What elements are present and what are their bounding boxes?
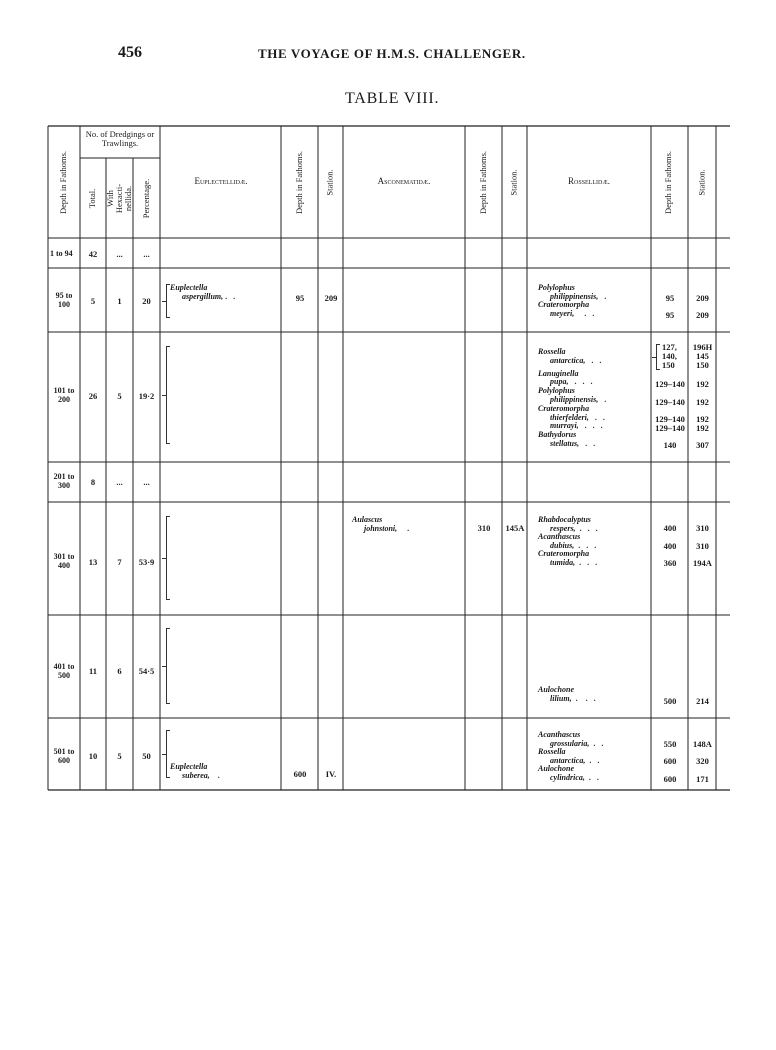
station-value: 194A <box>693 558 712 568</box>
station-value: 192 <box>696 397 709 407</box>
header-station-3: Station. <box>696 168 707 196</box>
station-value: 209 <box>324 293 338 303</box>
row-depth-range: 401 to 500 <box>53 662 75 680</box>
brace <box>166 516 167 600</box>
running-head: THE VOYAGE OF H.M.S. CHALLENGER. <box>258 46 526 61</box>
depth-value: 600 <box>293 769 307 779</box>
depth-value: 360 <box>663 558 677 568</box>
row-percentage: 19·2 <box>138 391 155 401</box>
brace <box>166 284 167 318</box>
row-with-hex: 7 <box>117 557 122 567</box>
row-with-hex: 6 <box>117 666 122 676</box>
header-rossellidae: Rossellidæ. <box>568 176 610 186</box>
station-value: 148A <box>693 739 712 749</box>
depth-value: 140 <box>663 440 677 450</box>
station-value: 320 <box>696 756 709 766</box>
depth-value: 129–140 <box>655 423 685 433</box>
header-asconematidae: Asconematidæ. <box>377 176 431 186</box>
row-depth-range: 101 to 200 <box>53 386 75 404</box>
row-percentage: ... <box>143 477 150 487</box>
species-entry: Aulochone lilium, . . . <box>538 685 596 703</box>
header-depth-fathoms-2: Depth in Fathoms. <box>294 150 305 214</box>
brace <box>166 346 167 444</box>
brace <box>166 628 167 704</box>
species-entry: Euplectella aspergillum, . . <box>170 283 236 301</box>
species-entry: Rhabdocalyptus respers, . . . Acanthascus dubius, . . . Crateromorpha tumida, . . . <box>538 515 598 567</box>
row-depth-range: 301 to 400 <box>53 552 75 570</box>
depth-value: 400 <box>663 523 677 533</box>
header-depth-fathoms-3: Depth in Fathoms. <box>478 150 489 214</box>
station-value: 171 <box>696 774 709 784</box>
station-value: 192 <box>696 379 709 389</box>
depth-value: 600 <box>663 756 677 766</box>
header-euplectellidae: Euplectellidæ. <box>194 176 248 186</box>
row-depth-range: 201 to 300 <box>53 472 75 490</box>
row-percentage: 50 <box>142 751 151 761</box>
species-entry: Polylophus philippinensis, . Crateromorpha meyeri, . . <box>538 283 607 318</box>
row-percentage: 20 <box>142 296 151 306</box>
row-percentage: 54·5 <box>138 666 155 676</box>
row-percentage: 53·9 <box>138 557 155 567</box>
depth-value: 129–140 <box>655 414 685 424</box>
row-depth-range: 95 to 100 <box>55 291 73 309</box>
station-value: 310 <box>696 541 709 551</box>
station-value-group: 196H 145 150 <box>692 342 713 370</box>
header-station-2: Station. <box>508 168 519 196</box>
row-total: 26 <box>88 391 98 401</box>
row-percentage: ... <box>143 249 150 259</box>
header-station: Station. <box>324 168 335 196</box>
station-value: 209 <box>696 293 709 303</box>
row-total: 8 <box>90 477 96 487</box>
brace <box>656 344 657 370</box>
header-dredgings: No. of Dredgings or Trawlings. <box>85 129 155 148</box>
depth-value: 500 <box>663 696 677 706</box>
row-total: 10 <box>88 751 98 761</box>
depth-value: 310 <box>477 523 491 533</box>
row-with-hex: 1 <box>117 296 122 306</box>
depth-value: 550 <box>663 739 677 749</box>
station-value: 192 <box>696 414 709 424</box>
species-entry: Euplectella suberea, . <box>170 762 220 780</box>
header-total: Total. <box>87 188 98 208</box>
header-depth-fathoms: Depth in Fathoms. <box>58 150 69 214</box>
header-depth-fathoms-4: Depth in Fathoms. <box>663 150 674 214</box>
station-value: 310 <box>696 523 709 533</box>
station-value: 192 <box>696 423 709 433</box>
species-entry: Rossella antarctica, . . Lanuginella pupa, . . . Polylophus philippinensis, . Crateromorpha thierfelderi, . . murrayi, . . . Bathydorus stellatus, . . <box>538 347 607 448</box>
table-title: TABLE VIII. <box>345 90 440 107</box>
depth-value: 129–140 <box>655 397 685 407</box>
row-total: 5 <box>90 296 96 306</box>
depth-value: 95 <box>665 310 675 320</box>
header-percentage: Percentage. <box>141 178 152 218</box>
row-with-hex: 5 <box>117 391 122 401</box>
page-number: 456 <box>118 44 142 61</box>
row-with-hex: 5 <box>117 751 122 761</box>
species-entry: Acanthascus grossularia, . . Rossella antarctica, . . Aulochone cylindrica, . . <box>538 730 604 782</box>
row-with-hex: ... <box>116 249 123 259</box>
row-total: 42 <box>88 249 98 259</box>
station-value: IV. <box>325 769 337 779</box>
depth-value: 95 <box>665 293 675 303</box>
station-value: 145A <box>505 523 525 533</box>
station-value: 214 <box>696 696 709 706</box>
brace <box>166 730 167 778</box>
row-with-hex: ... <box>116 477 123 487</box>
station-value: 209 <box>696 310 709 320</box>
depth-value: 95 <box>295 293 305 303</box>
species-entry: Aulascus johnstoni, . <box>352 515 410 533</box>
depth-value: 400 <box>663 541 677 551</box>
row-depth-range: 501 to 600 <box>53 747 75 765</box>
depth-value: 129–140 <box>655 379 685 389</box>
row-depth-range: 1 to 94 <box>50 249 73 258</box>
station-value: 307 <box>696 440 709 450</box>
depth-value: 600 <box>663 774 677 784</box>
row-total: 11 <box>88 666 98 676</box>
header-with-hexactinellida: With Hexacti-nellida. <box>105 183 134 213</box>
depth-value-group: 127, 140, 150 <box>662 342 677 370</box>
row-total: 13 <box>88 557 98 567</box>
